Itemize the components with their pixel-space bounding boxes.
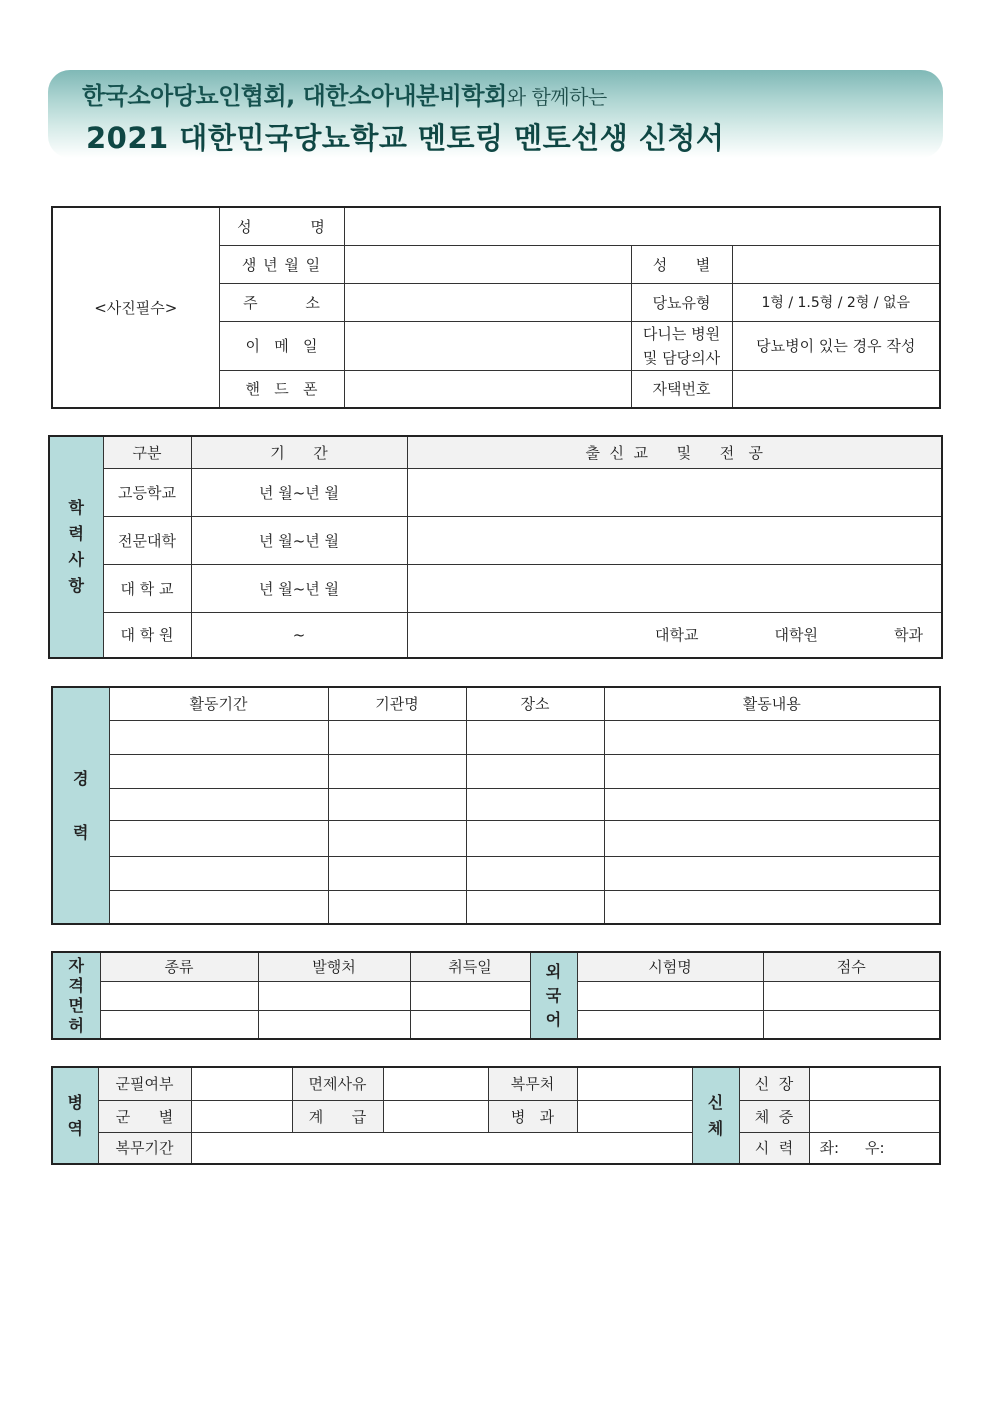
license-section-label (52, 952, 100, 1039)
license-char: 격 (68, 975, 84, 995)
license-cell[interactable] (100, 981, 258, 1010)
edu-char: 사 (68, 550, 84, 569)
career-cell[interactable] (328, 856, 466, 890)
career-cell[interactable] (109, 856, 328, 890)
license-char: 면 (68, 995, 84, 1015)
career-header-content: 활동내용 (604, 687, 940, 720)
career-cell[interactable] (466, 820, 604, 856)
career-cell[interactable] (109, 788, 328, 820)
service-unit-field[interactable] (577, 1067, 692, 1100)
career-char: 력 (73, 822, 89, 842)
career-cell[interactable] (328, 754, 466, 788)
career-cell[interactable] (466, 890, 604, 924)
edu-header-school: 출 신 교 및 전 공 (407, 436, 942, 468)
career-cell[interactable] (109, 820, 328, 856)
height-label: 신 장 (739, 1067, 809, 1100)
education-section-label (49, 436, 103, 658)
email-label: 이 메 일 (219, 321, 344, 370)
career-char: 경 (73, 768, 89, 788)
email-field[interactable] (344, 321, 631, 370)
hospital-label-line1: 다니는 병원 (642, 324, 721, 343)
language-cell[interactable] (577, 981, 763, 1010)
edu-header-period: 기 간 (191, 436, 407, 468)
lang-char: 외 (545, 961, 562, 981)
edu-school[interactable] (407, 468, 942, 516)
career-cell[interactable] (604, 820, 940, 856)
service-status-label: 군필여부 (98, 1067, 191, 1100)
career-cell[interactable] (328, 820, 466, 856)
gender-field[interactable] (732, 245, 940, 283)
language-header-test: 시험명 (577, 952, 763, 981)
branch-field[interactable] (191, 1100, 292, 1132)
career-cell[interactable] (466, 754, 604, 788)
body-char: 신 (707, 1092, 724, 1112)
career-header-place: 장소 (466, 687, 604, 720)
lang-char: 어 (545, 1009, 562, 1029)
edu-char: 항 (68, 576, 84, 595)
career-cell[interactable] (109, 754, 328, 788)
exempt-reason-field[interactable] (383, 1067, 488, 1100)
home-phone-label: 자택번호 (631, 370, 732, 408)
license-header-kind: 종류 (100, 952, 258, 981)
edu-type: 대 학 교 (103, 564, 191, 612)
career-header-period: 활동기간 (109, 687, 328, 720)
height-field[interactable] (809, 1067, 940, 1100)
edu-period[interactable]: 년 월~년 월 (191, 516, 407, 564)
diabetes-type-field[interactable]: 1형 / 1.5형 / 2형 / 없음 (732, 283, 940, 321)
edu-type: 대 학 원 (103, 612, 191, 658)
hospital-label (631, 321, 732, 370)
military-char: 역 (67, 1118, 83, 1138)
license-header-date: 취득일 (410, 952, 530, 981)
language-cell[interactable] (763, 981, 940, 1010)
home-phone-field[interactable] (732, 370, 940, 408)
military-char: 병 (67, 1092, 83, 1112)
weight-field[interactable] (809, 1100, 940, 1132)
edu-school[interactable] (407, 564, 942, 612)
vision-label: 시 력 (739, 1132, 809, 1164)
body-section-label (692, 1067, 739, 1164)
birth-field[interactable] (344, 245, 631, 283)
rank-label: 계 급 (292, 1100, 383, 1132)
career-cell[interactable] (328, 720, 466, 754)
vision-right-label: 우: (865, 1139, 885, 1158)
edu-type: 고등학교 (103, 468, 191, 516)
career-table (51, 686, 941, 925)
edu-char: 학 (68, 498, 84, 517)
hospital-field[interactable]: 당뇨병이 있는 경우 작성 (732, 321, 940, 370)
phone-label: 핸 드 폰 (219, 370, 344, 408)
language-header-score: 점수 (763, 952, 940, 981)
edu-type: 전문대학 (103, 516, 191, 564)
grad-dept-label: 학과 (894, 626, 923, 645)
career-section-label (52, 687, 109, 924)
lang-char: 국 (545, 985, 562, 1005)
photo-box[interactable]: <사진필수> (52, 207, 219, 408)
military-section-label (52, 1067, 98, 1164)
career-cell[interactable] (604, 754, 940, 788)
grad-univ-label: 대학교 (655, 626, 699, 645)
rank-field[interactable] (383, 1100, 488, 1132)
career-header-org: 기관명 (328, 687, 466, 720)
vision-left-label: 좌: (819, 1139, 840, 1158)
branch-label: 군 별 (98, 1100, 191, 1132)
license-cell[interactable] (410, 981, 530, 1010)
career-cell[interactable] (466, 856, 604, 890)
address-label: 주 소 (219, 283, 344, 321)
license-language-table (51, 951, 941, 1040)
military-body-table (51, 1066, 941, 1165)
career-cell[interactable] (604, 720, 940, 754)
vision-field[interactable] (809, 1132, 940, 1164)
hospital-label-line2: 및 담당의사 (642, 348, 721, 367)
license-cell[interactable] (100, 1010, 258, 1039)
body-char: 체 (707, 1118, 724, 1138)
page-title: 2021 대한민국당뇨학교 멘토링 멘토선생 신청서 (86, 121, 725, 155)
service-period-field[interactable] (191, 1132, 692, 1164)
edu-school[interactable] (407, 516, 942, 564)
license-char: 허 (68, 1015, 84, 1035)
edu-period[interactable]: ~ (191, 612, 407, 658)
name-field[interactable] (344, 207, 940, 245)
edu-char: 력 (68, 524, 84, 543)
phone-field[interactable] (344, 370, 631, 408)
personal-info-table (51, 206, 941, 409)
language-cell[interactable] (763, 1010, 940, 1039)
diabetes-type-label: 당뇨유형 (631, 283, 732, 321)
birth-label: 생 년 월 일 (219, 245, 344, 283)
header-organizations: 한국소아당뇨인협회, 대한소아내분비학회 (82, 82, 507, 110)
gender-label: 성 별 (631, 245, 732, 283)
edu-grad-school-field[interactable] (407, 612, 942, 658)
career-cell[interactable] (328, 890, 466, 924)
career-cell[interactable] (604, 890, 940, 924)
career-cell[interactable] (328, 788, 466, 820)
language-cell[interactable] (577, 1010, 763, 1039)
grad-school-label: 대학원 (774, 626, 819, 645)
license-header-issuer: 발행처 (258, 952, 410, 981)
career-cell[interactable] (604, 856, 940, 890)
service-status-field[interactable] (191, 1067, 292, 1100)
career-cell[interactable] (109, 890, 328, 924)
license-cell[interactable] (258, 1010, 410, 1039)
header-banner (48, 70, 943, 158)
exempt-reason-label: 면제사유 (292, 1067, 383, 1100)
service-unit-label: 복무처 (488, 1067, 577, 1100)
language-section-label (530, 952, 577, 1039)
header-together-text: 와 함께하는 (506, 85, 607, 109)
education-table (48, 435, 943, 659)
career-cell[interactable] (604, 788, 940, 820)
career-cell[interactable] (109, 720, 328, 754)
specialty-field[interactable] (577, 1100, 692, 1132)
license-char: 자 (68, 955, 84, 975)
name-label: 성 명 (219, 207, 344, 245)
weight-label: 체 중 (739, 1100, 809, 1132)
license-cell[interactable] (410, 1010, 530, 1039)
edu-period[interactable]: 년 월~년 월 (191, 564, 407, 612)
license-cell[interactable] (258, 981, 410, 1010)
service-period-label: 복무기간 (98, 1132, 191, 1164)
header-subtitle (82, 76, 607, 111)
specialty-label: 병 과 (488, 1100, 577, 1132)
edu-header-type: 구분 (103, 436, 191, 468)
edu-period[interactable]: 년 월~년 월 (191, 468, 407, 516)
career-cell[interactable] (466, 720, 604, 754)
career-cell[interactable] (466, 788, 604, 820)
address-field[interactable] (344, 283, 631, 321)
